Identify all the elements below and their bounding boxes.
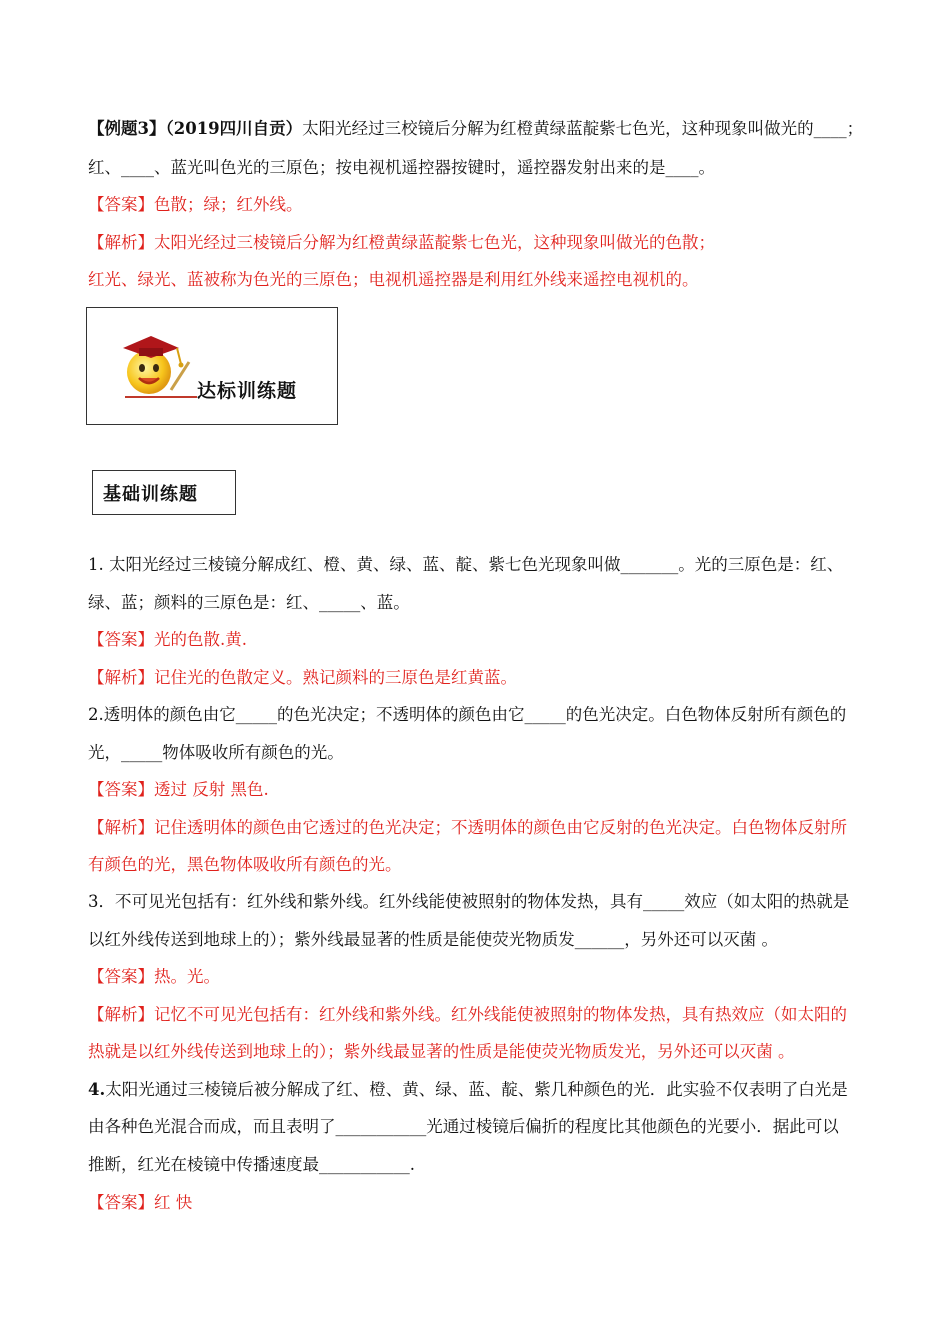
example-question-line-2: 红、____、蓝光叫色光的三原色；按电视机遥控器按键时，遥控器发射出来的是____。 <box>88 158 715 177</box>
q4-text: 太阳光通过三棱镜后被分解成了红、橙、黄、绿、蓝、靛、紫几种颜色的光．此实验不仅表明了白光是 <box>105 1080 848 1099</box>
example-tag: 【例题3】 <box>88 119 166 138</box>
q4-line-1 <box>88 1079 868 1101</box>
banner-underline <box>125 396 197 398</box>
q1-analysis: 【解析】记住光的色散定义。熟记颜料的三原色是红黄蓝。 <box>88 668 517 687</box>
q2-analysis-line-2: 有颜色的光，黑色物体吸收所有颜色的光。 <box>88 855 402 874</box>
example-question-text: 太阳光经过三校镜后分解为红橙黄绿蓝靛紫七色光，这种现象叫做光的____； <box>302 119 864 138</box>
example-analysis-line-1: 【解析】太阳光经过三棱镜后分解为红橙黄绿蓝靛紫七色光，这种现象叫做光的色散； <box>88 233 715 252</box>
q3-analysis-line-2: 热就是以红外线传送到地球上的）；紫外线最显著的性质是能使荧光物质发光，另外还可以灭菌 。 <box>88 1042 795 1061</box>
q3-line-2: 以红外线传送到地球上的）；紫外线最显著的性质是能使荧光物质发______，另外还可以灭菌 。 <box>88 930 778 949</box>
q3-answer: 【答案】热。光。 <box>88 967 220 986</box>
q1-line-2: 绿、蓝；颜料的三原色是：红、_____、蓝。 <box>88 593 410 612</box>
example-source: （2019四川自贡） <box>165 119 303 138</box>
section-title: 基础训练题 <box>103 484 198 505</box>
q2-answer: 【答案】透过 反射 黑色. <box>88 780 269 799</box>
training-banner <box>86 307 338 425</box>
q2-line-1: 2.透明体的颜色由它_____的色光决定；不透明体的颜色由它_____的色光决定。白色物体反射所有颜色的 <box>88 705 847 724</box>
example-question-line-1 <box>88 118 868 140</box>
example-analysis-line-2: 红光、绿光、蓝被称为色光的三原色；电视机遥控器是利用红外线来遥控电视机的。 <box>88 270 699 289</box>
q4-number: 4. <box>88 1080 106 1099</box>
banner-title: 达标训练题 <box>197 380 298 402</box>
q4-line-3: 推断，红光在棱镜中传播速度最___________. <box>88 1155 415 1174</box>
section-header <box>92 470 236 515</box>
q1-answer: 【答案】光的色散.黄. <box>88 630 247 649</box>
q1-line-1: 1. 太阳光经过三棱镜分解成红、橙、黄、绿、蓝、靛、紫七色光现象叫做_______。光的三原色是：红、 <box>88 555 844 574</box>
q3-line-1: 3．不可见光包括有：红外线和紫外线。红外线能使被照射的物体发热，具有_____效应（如太阳的热就是 <box>88 892 850 911</box>
q3-analysis-line-1: 【解析】记忆不可见光包括有：红外线和紫外线。红外线能使被照射的物体发热，具有热效应（如太阳的 <box>88 1005 847 1024</box>
q4-line-2: 由各种色光混合而成，而且表明了___________光通过棱镜后偏折的程度比其他颜色的光要小．据此可以 <box>88 1117 839 1136</box>
q2-line-2: 光，_____物体吸收所有颜色的光。 <box>88 743 344 762</box>
example-answer: 【答案】色散；绿；红外线。 <box>88 195 303 214</box>
q2-analysis-line-1: 【解析】记住透明体的颜色由它透过的色光决定；不透明体的颜色由它反射的色光决定。白色物体反射所 <box>88 818 847 837</box>
q4-answer: 【答案】红 快 <box>88 1193 193 1212</box>
